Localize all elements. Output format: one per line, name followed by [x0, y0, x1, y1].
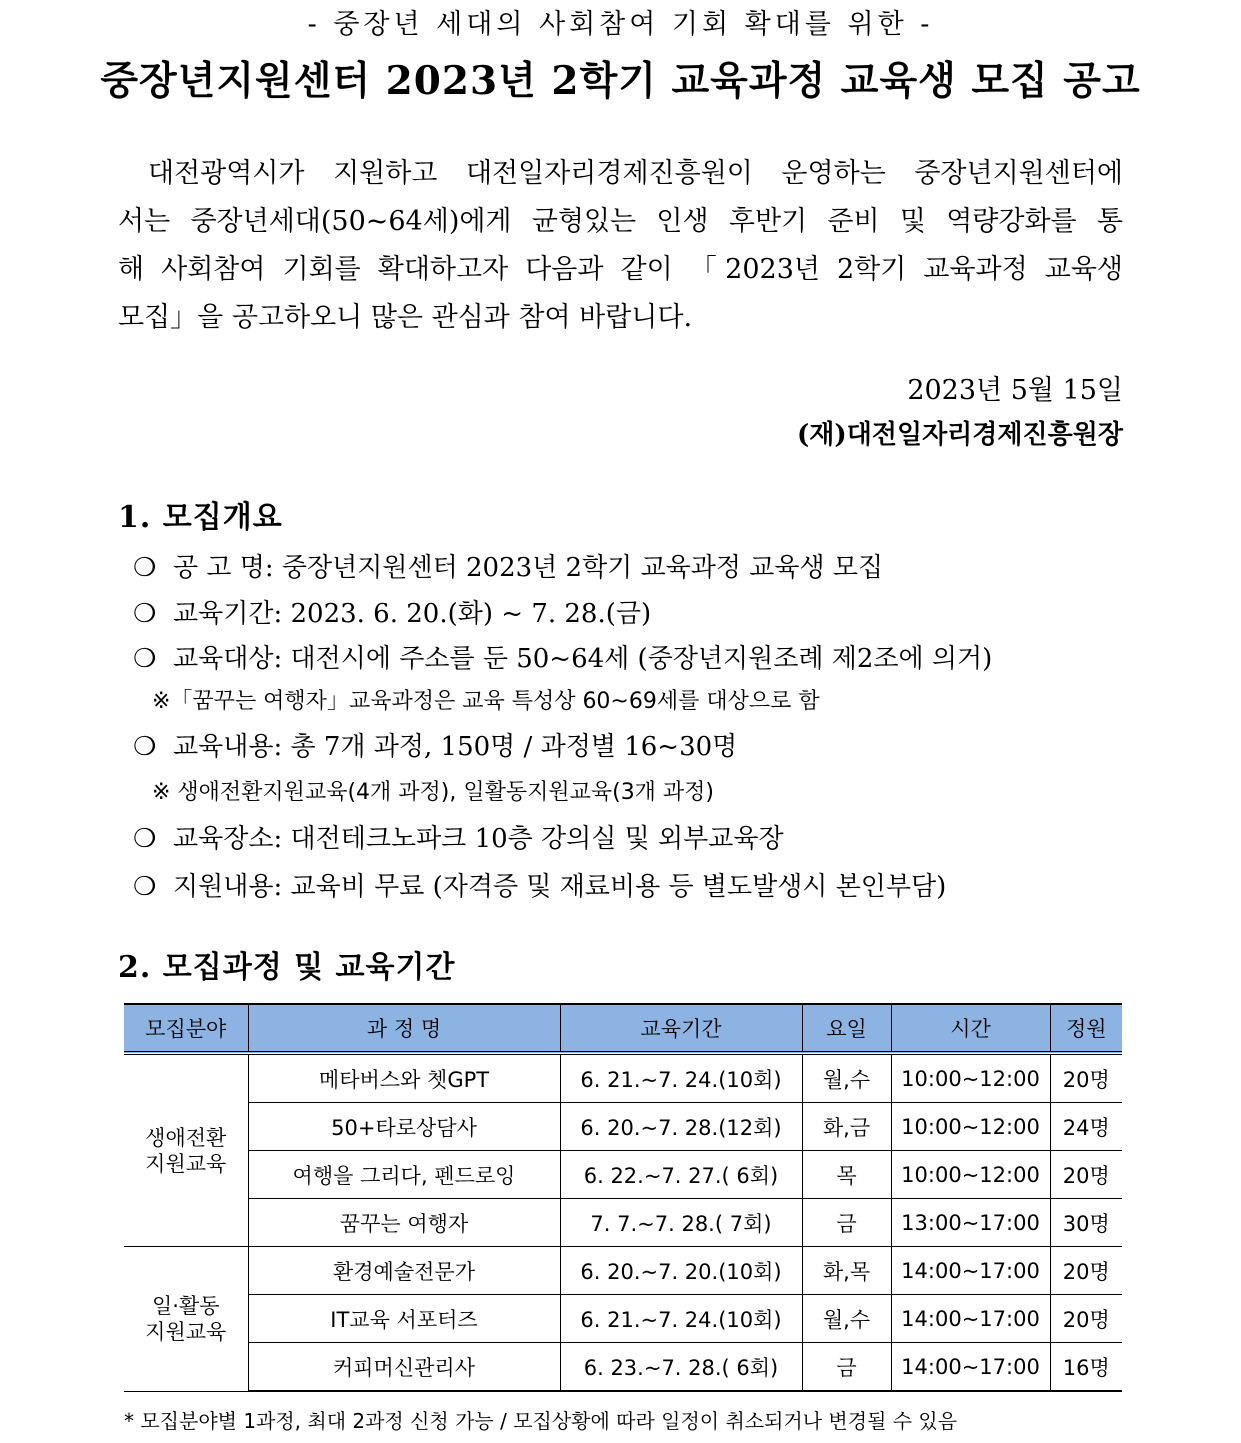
period-cell: 6. 23.~7. 28.( 6회) — [560, 1343, 802, 1392]
course-name-cell: IT교육 서포터즈 — [248, 1295, 560, 1343]
course-name-cell: 환경예술전문가 — [248, 1247, 560, 1295]
weekday-cell: 목 — [802, 1151, 891, 1199]
overview-item-text: 교육기간: 2023. 6. 20.(화) ~ 7. 28.(금) — [173, 599, 652, 629]
table-row — [124, 1053, 1122, 1103]
table-row — [124, 1343, 1122, 1392]
course-name-cell: 메타버스와 쳇GPT — [248, 1053, 560, 1103]
overview-note-content: ※ 생애전환지원교육(4개 과정), 일활동지원교육(3개 과정) — [152, 780, 715, 805]
overview-item-target — [133, 638, 992, 675]
column-header: 모집분야 — [124, 1004, 248, 1053]
weekday-cell: 금 — [802, 1343, 891, 1392]
table-footnote: * 모집분야별 1과정, 최대 2과정 신청 가능 / 모집상황에 따라 일정이 취소되거나 변경될 수 있음 — [124, 1409, 958, 1433]
intro-line: 모집」을 공고하오니 많은 관심과 참여 바랍니다. — [118, 302, 693, 333]
weekday-cell: 화,목 — [802, 1247, 891, 1295]
circle-bullet-icon: ❍ — [133, 599, 157, 629]
overview-item-text: 공 고 명: 중장년지원센터 2023년 2학기 교육과정 교육생 모집 — [173, 553, 884, 583]
capacity-cell: 20명 — [1050, 1295, 1122, 1343]
category-line: 생애전환 — [145, 1125, 227, 1150]
weekday-cell: 월,수 — [802, 1295, 891, 1343]
table-row — [124, 1199, 1122, 1247]
period-cell: 6. 21.~7. 24.(10회) — [560, 1295, 802, 1343]
overview-item-support — [133, 866, 946, 903]
category-cell — [124, 1247, 248, 1392]
circle-bullet-icon: ❍ — [133, 553, 157, 583]
course-name-cell: 50+타로상담사 — [248, 1103, 560, 1151]
intro-line: 서는 중장년세대(50~64세)에게 균형있는 인생 후반기 준비 및 역량강화를 통 — [118, 206, 1123, 237]
capacity-cell: 24명 — [1050, 1103, 1122, 1151]
capacity-cell: 16명 — [1050, 1343, 1122, 1392]
weekday-cell: 월,수 — [802, 1053, 891, 1103]
category-cell — [124, 1053, 248, 1247]
page-title: 중장년지원센터 2023년 2학기 교육과정 교육생 모집 공고 — [100, 58, 1141, 104]
issuer-name: (재)대전일자리경제진흥원장 — [797, 420, 1123, 450]
page-subtitle: - 중장년 세대의 사회참여 기회 확대를 위한 - — [307, 9, 934, 40]
period-cell: 6. 20.~7. 20.(10회) — [560, 1247, 802, 1295]
overview-item-place — [133, 818, 784, 855]
column-header: 요일 — [802, 1004, 891, 1053]
time-cell: 14:00~17:00 — [891, 1295, 1050, 1343]
column-header: 과 정 명 — [248, 1004, 560, 1053]
intro-paragraph — [118, 150, 1123, 342]
time-cell: 14:00~17:00 — [891, 1247, 1050, 1295]
circle-bullet-icon: ❍ — [133, 872, 157, 902]
section-heading-courses: 2. 모집과정 및 교육기간 — [118, 950, 456, 985]
section-heading-overview: 1. 모집개요 — [118, 500, 283, 535]
category-line: 지원교육 — [145, 1151, 227, 1176]
period-cell: 6. 20.~7. 28.(12회) — [560, 1103, 802, 1151]
period-cell: 7. 7.~7. 28.( 7회) — [560, 1199, 802, 1247]
course-name-cell: 여행을 그리다, 펜드로잉 — [248, 1151, 560, 1199]
circle-bullet-icon: ❍ — [133, 644, 157, 674]
weekday-cell: 금 — [802, 1199, 891, 1247]
course-table — [124, 1003, 1122, 1392]
table-row — [124, 1151, 1122, 1199]
circle-bullet-icon: ❍ — [133, 824, 157, 854]
weekday-cell: 화,금 — [802, 1103, 891, 1151]
circle-bullet-icon: ❍ — [133, 732, 157, 762]
capacity-cell: 20명 — [1050, 1151, 1122, 1199]
column-header: 정원 — [1050, 1004, 1122, 1053]
time-cell: 10:00~12:00 — [891, 1103, 1050, 1151]
capacity-cell: 30명 — [1050, 1199, 1122, 1247]
overview-item-content — [133, 726, 737, 763]
intro-line: 대전광역시가 지원하고 대전일자리경제진흥원이 운영하는 중장년지원센터에 — [148, 158, 1123, 189]
overview-item-period — [133, 593, 651, 630]
period-cell: 6. 21.~7. 24.(10회) — [560, 1053, 802, 1103]
category-line: 지원교육 — [145, 1319, 227, 1344]
time-cell: 10:00~12:00 — [891, 1151, 1050, 1199]
period-cell: 6. 22.~7. 27.( 6회) — [560, 1151, 802, 1199]
table-row — [124, 1247, 1122, 1295]
time-cell: 14:00~17:00 — [891, 1343, 1050, 1392]
table-header-row — [124, 1004, 1122, 1053]
capacity-cell: 20명 — [1050, 1247, 1122, 1295]
course-name-cell: 꿈꾸는 여행자 — [248, 1199, 560, 1247]
category-line: 일·활동 — [151, 1293, 220, 1318]
overview-item-text: 교육장소: 대전테크노파크 10층 강의실 및 외부교육장 — [173, 824, 784, 854]
table-row — [124, 1103, 1122, 1151]
capacity-cell: 20명 — [1050, 1053, 1122, 1103]
overview-item-text: 지원내용: 교육비 무료 (자격증 및 재료비용 등 별도발생시 본인부담) — [173, 872, 947, 902]
column-header: 시간 — [891, 1004, 1050, 1053]
time-cell: 13:00~17:00 — [891, 1199, 1050, 1247]
intro-line: 해 사회참여 기회를 확대하고자 다음과 같이 「2023년 2학기 교육과정 교육생 — [118, 254, 1123, 285]
overview-note-target: ※「꿈꾸는 여행자」교육과정은 교육 특성상 60~69세를 대상으로 함 — [152, 689, 820, 714]
column-header: 교육기간 — [560, 1004, 802, 1053]
overview-item-name — [133, 547, 883, 584]
overview-item-text: 교육대상: 대전시에 주소를 둔 50~64세 (중장년지원조례 제2조에 의거) — [173, 644, 993, 674]
announcement-date: 2023년 5월 15일 — [907, 375, 1123, 406]
time-cell: 10:00~12:00 — [891, 1053, 1050, 1103]
table-row — [124, 1295, 1122, 1343]
course-name-cell: 커피머신관리사 — [248, 1343, 560, 1392]
overview-item-text: 교육내용: 총 7개 과정, 150명 / 과정별 16~30명 — [173, 732, 738, 762]
